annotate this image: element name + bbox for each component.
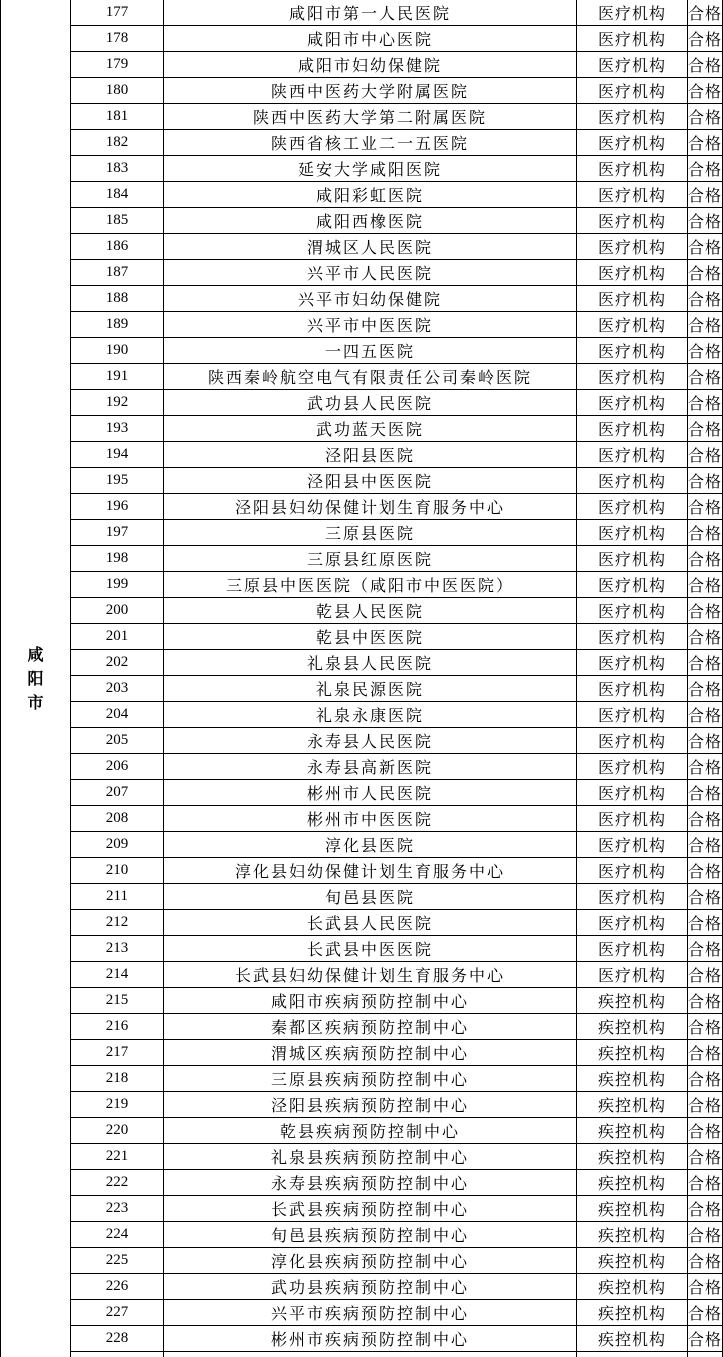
institution-name: 长武县中医医院	[164, 936, 577, 962]
inspection-result: 合格	[688, 312, 723, 338]
institution-type: 医疗机构	[577, 832, 688, 858]
institution-type: 医疗机构	[577, 286, 688, 312]
inspection-result: 合格	[688, 468, 723, 494]
institution-type: 医疗机构	[577, 624, 688, 650]
institution-type: 医疗机构	[577, 78, 688, 104]
institution-name: 礼泉县人民医院	[164, 650, 577, 676]
region-label: 咸 阳 市	[27, 644, 44, 712]
institution-name: 兴平市妇幼保健院	[164, 286, 577, 312]
row-number: 188	[71, 286, 164, 312]
inspection-result: 合格	[688, 442, 723, 468]
institution-name: 乾县疾病预防控制中心	[164, 1118, 577, 1144]
row-number: 198	[71, 546, 164, 572]
institution-name: 三原县医院	[164, 520, 577, 546]
inspection-result: 合格	[688, 0, 723, 26]
institution-name: 三原县疾病预防控制中心	[164, 1066, 577, 1092]
inspection-result: 合格	[688, 1040, 723, 1066]
institution-name: 泾阳县妇幼保健计划生育服务中心	[164, 494, 577, 520]
institution-name: 永寿县疾病预防控制中心	[164, 1170, 577, 1196]
inspection-result: 合格	[688, 1222, 723, 1248]
inspection-result: 合格	[688, 676, 723, 702]
inspection-result: 合格	[688, 1248, 723, 1274]
institution-type: 疾控机构	[577, 1248, 688, 1274]
row-number: 181	[71, 104, 164, 130]
row-number: 214	[71, 962, 164, 988]
row-number: 219	[71, 1092, 164, 1118]
institution-type: 医疗机构	[577, 936, 688, 962]
institution-type: 医疗机构	[577, 234, 688, 260]
inspection-result: 合格	[688, 910, 723, 936]
institution-name: 旬邑县疾病预防控制中心	[164, 1222, 577, 1248]
row-number: 226	[71, 1274, 164, 1300]
inspection-result: 合格	[688, 1170, 723, 1196]
institution-name: 咸阳市中心医院	[164, 26, 577, 52]
institution-type: 医疗机构	[577, 676, 688, 702]
row-number: 185	[71, 208, 164, 234]
institution-name: 长武县疾病预防控制中心	[164, 1196, 577, 1222]
institution-type: 疾控机构	[577, 1326, 688, 1352]
inspection-result: 合格	[688, 1326, 723, 1352]
row-number: 177	[71, 0, 164, 26]
institution-name: 淳化县疾病预防控制中心	[164, 1248, 577, 1274]
institution-name: 彬州市中医医院	[164, 806, 577, 832]
institution-type: 疾控机构	[577, 1222, 688, 1248]
inspection-result: 合格	[688, 546, 723, 572]
inspection-result: 合格	[688, 1118, 723, 1144]
inspection-result: 合格	[688, 156, 723, 182]
institution-name: 长武县人民医院	[164, 910, 577, 936]
row-number: 187	[71, 260, 164, 286]
inspection-result: 合格	[688, 104, 723, 130]
inspection-result: 合格	[688, 936, 723, 962]
row-number: 183	[71, 156, 164, 182]
institution-name: 咸阳市妇幼保健院	[164, 52, 577, 78]
institution-type: 医疗机构	[577, 780, 688, 806]
row-number: 227	[71, 1300, 164, 1326]
institution-name: 武功县人民医院	[164, 390, 577, 416]
row-number: 228	[71, 1326, 164, 1352]
institution-name: 延安大学咸阳医院	[164, 156, 577, 182]
inspection-result: 合格	[688, 1196, 723, 1222]
institution-name: 渭城区人民医院	[164, 234, 577, 260]
institution-name: 泾阳县疾病预防控制中心	[164, 1092, 577, 1118]
institution-name: 咸阳西橡医院	[164, 208, 577, 234]
institution-type: 疾控机构	[577, 1014, 688, 1040]
row-number: 192	[71, 390, 164, 416]
institution-name: 淳化县妇幼保健计划生育服务中心	[164, 858, 577, 884]
inspection-result: 合格	[688, 598, 723, 624]
institution-type: 疾控机构	[577, 1300, 688, 1326]
inspection-result: 合格	[688, 182, 723, 208]
inspection-result: 合格	[688, 858, 723, 884]
institution-name: 长武县妇幼保健计划生育服务中心	[164, 962, 577, 988]
row-number: 199	[71, 572, 164, 598]
row-number: 203	[71, 676, 164, 702]
row-number: 189	[71, 312, 164, 338]
inspection-result: 合格	[688, 26, 723, 52]
inspection-result: 合格	[688, 988, 723, 1014]
institution-name: 陕西中医药大学附属医院	[164, 78, 577, 104]
institution-name: 永寿县人民医院	[164, 728, 577, 754]
institution-type: 医疗机构	[577, 702, 688, 728]
institution-name: 乾县人民医院	[164, 598, 577, 624]
row-number: 191	[71, 364, 164, 390]
institution-name: 永寿县高新医院	[164, 754, 577, 780]
institution-type: 医疗机构	[577, 104, 688, 130]
institution-name: 泾阳县医院	[164, 442, 577, 468]
institution-type: 疾控机构	[577, 1040, 688, 1066]
institution-type: 医疗机构	[577, 546, 688, 572]
institution-type: 医疗机构	[577, 884, 688, 910]
institution-type: 医疗机构	[577, 312, 688, 338]
inspection-result: 合格	[688, 1014, 723, 1040]
row-number: 196	[71, 494, 164, 520]
institution-name: 陕西中医药大学第二附属医院	[164, 104, 577, 130]
institution-type: 医疗机构	[577, 858, 688, 884]
inspection-result: 合格	[688, 754, 723, 780]
inspection-result: 合格	[688, 1300, 723, 1326]
institution-name: 旬邑县医院	[164, 884, 577, 910]
inspection-result: 合格	[688, 494, 723, 520]
institution-name: 泾阳县中医医院	[164, 468, 577, 494]
row-number: 212	[71, 910, 164, 936]
inspection-result: 合格	[688, 208, 723, 234]
inspection-result: 合格	[688, 78, 723, 104]
row-number: 186	[71, 234, 164, 260]
inspection-result: 合格	[688, 624, 723, 650]
inspection-result: 合格	[688, 572, 723, 598]
institution-type: 疾控机构	[577, 1066, 688, 1092]
inspection-result: 合格	[688, 52, 723, 78]
institution-type: 医疗机构	[577, 338, 688, 364]
inspection-result: 合格	[688, 260, 723, 286]
institution-type: 医疗机构	[577, 260, 688, 286]
institution-name: 陕西秦岭航空电气有限责任公司秦岭医院	[164, 364, 577, 390]
institution-name: 彬州市疾病预防控制中心	[164, 1326, 577, 1352]
institution-type: 疾控机构	[577, 1144, 688, 1170]
inspection-result: 合格	[688, 338, 723, 364]
row-number: 200	[71, 598, 164, 624]
institution-name: 兴平市中医医院	[164, 312, 577, 338]
row-number: 211	[71, 884, 164, 910]
table-row-stub	[688, 1352, 723, 1357]
table-row-stub	[577, 1352, 688, 1357]
institution-type: 医疗机构	[577, 598, 688, 624]
inspection-result: 合格	[688, 1066, 723, 1092]
row-number: 205	[71, 728, 164, 754]
institution-name: 礼泉县疾病预防控制中心	[164, 1144, 577, 1170]
institution-name: 渭城区疾病预防控制中心	[164, 1040, 577, 1066]
inspection-result: 合格	[688, 364, 723, 390]
row-number: 206	[71, 754, 164, 780]
row-number: 220	[71, 1118, 164, 1144]
institution-type: 疾控机构	[577, 1196, 688, 1222]
inspection-result: 合格	[688, 806, 723, 832]
inspection-result: 合格	[688, 234, 723, 260]
institution-name: 礼泉民源医院	[164, 676, 577, 702]
row-number: 179	[71, 52, 164, 78]
row-number: 216	[71, 1014, 164, 1040]
institution-type: 疾控机构	[577, 1118, 688, 1144]
institution-type: 医疗机构	[577, 442, 688, 468]
institution-type: 医疗机构	[577, 156, 688, 182]
institution-name: 三原县中医医院（咸阳市中医医院）	[164, 572, 577, 598]
table-row-stub	[71, 1352, 164, 1357]
institution-type: 疾控机构	[577, 1092, 688, 1118]
row-number: 218	[71, 1066, 164, 1092]
row-number: 202	[71, 650, 164, 676]
inspection-result: 合格	[688, 130, 723, 156]
institution-type: 医疗机构	[577, 494, 688, 520]
row-number: 194	[71, 442, 164, 468]
inspection-result: 合格	[688, 1144, 723, 1170]
institution-type: 疾控机构	[577, 988, 688, 1014]
institution-name: 咸阳市第一人民医院	[164, 0, 577, 26]
row-number: 201	[71, 624, 164, 650]
institution-type: 医疗机构	[577, 806, 688, 832]
row-number: 197	[71, 520, 164, 546]
row-number: 184	[71, 182, 164, 208]
inspection-result: 合格	[688, 780, 723, 806]
inspection-result: 合格	[688, 702, 723, 728]
institution-type: 医疗机构	[577, 26, 688, 52]
inspection-result: 合格	[688, 650, 723, 676]
institution-type: 医疗机构	[577, 52, 688, 78]
row-number: 208	[71, 806, 164, 832]
institution-type: 医疗机构	[577, 416, 688, 442]
institution-type: 医疗机构	[577, 182, 688, 208]
row-number: 210	[71, 858, 164, 884]
inspection-result: 合格	[688, 286, 723, 312]
institution-type: 医疗机构	[577, 130, 688, 156]
inspection-result: 合格	[688, 1092, 723, 1118]
institution-type: 疾控机构	[577, 1274, 688, 1300]
inspection-result: 合格	[688, 962, 723, 988]
region-cell	[1, 0, 71, 1357]
row-number: 215	[71, 988, 164, 1014]
institution-name: 秦都区疾病预防控制中心	[164, 1014, 577, 1040]
institution-name: 兴平市人民医院	[164, 260, 577, 286]
institution-name: 陕西省核工业二一五医院	[164, 130, 577, 156]
inspection-result: 合格	[688, 520, 723, 546]
institution-type: 医疗机构	[577, 728, 688, 754]
institution-type: 医疗机构	[577, 910, 688, 936]
row-number: 225	[71, 1248, 164, 1274]
institution-type: 疾控机构	[577, 1170, 688, 1196]
inspection-result: 合格	[688, 1274, 723, 1300]
institution-name: 咸阳彩虹医院	[164, 182, 577, 208]
inspection-result: 合格	[688, 832, 723, 858]
row-number: 217	[71, 1040, 164, 1066]
row-number: 190	[71, 338, 164, 364]
row-number: 223	[71, 1196, 164, 1222]
row-number: 213	[71, 936, 164, 962]
institution-name: 淳化县医院	[164, 832, 577, 858]
institution-name: 礼泉永康医院	[164, 702, 577, 728]
row-number: 224	[71, 1222, 164, 1248]
institution-type: 医疗机构	[577, 390, 688, 416]
institution-type: 医疗机构	[577, 962, 688, 988]
row-number: 178	[71, 26, 164, 52]
row-number: 180	[71, 78, 164, 104]
institution-type: 医疗机构	[577, 520, 688, 546]
institution-type: 医疗机构	[577, 364, 688, 390]
institution-type: 医疗机构	[577, 650, 688, 676]
institution-type: 医疗机构	[577, 468, 688, 494]
institution-name: 武功县疾病预防控制中心	[164, 1274, 577, 1300]
row-number: 221	[71, 1144, 164, 1170]
institution-name: 兴平市疾病预防控制中心	[164, 1300, 577, 1326]
row-number: 209	[71, 832, 164, 858]
row-number: 222	[71, 1170, 164, 1196]
institution-type: 医疗机构	[577, 0, 688, 26]
institution-name: 彬州市人民医院	[164, 780, 577, 806]
institution-type: 医疗机构	[577, 208, 688, 234]
row-number: 193	[71, 416, 164, 442]
inspection-result: 合格	[688, 884, 723, 910]
inspection-result: 合格	[688, 728, 723, 754]
table-row-stub	[164, 1352, 577, 1357]
row-number: 195	[71, 468, 164, 494]
inspection-result: 合格	[688, 390, 723, 416]
institution-name: 一四五医院	[164, 338, 577, 364]
institution-name: 武功蓝天医院	[164, 416, 577, 442]
institution-name: 三原县红原医院	[164, 546, 577, 572]
row-number: 207	[71, 780, 164, 806]
institution-name: 乾县中医医院	[164, 624, 577, 650]
row-number: 182	[71, 130, 164, 156]
inspection-result: 合格	[688, 416, 723, 442]
row-number: 204	[71, 702, 164, 728]
institution-type: 医疗机构	[577, 754, 688, 780]
institution-type: 医疗机构	[577, 572, 688, 598]
institution-name: 咸阳市疾病预防控制中心	[164, 988, 577, 1014]
